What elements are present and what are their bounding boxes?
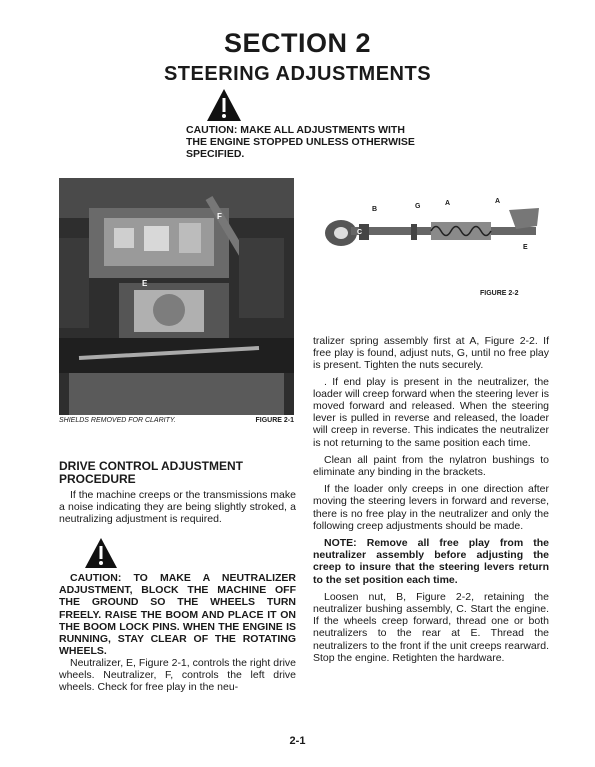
figure-2-2-label-a1: A — [445, 200, 451, 207]
figure-2-2-photo — [311, 186, 541, 270]
figure-2-1-caption-note: SHIELDS REMOVED FOR CLARITY. — [59, 417, 176, 424]
left-para-2-text: Neutralizer, E, Figure 2-1, controls the right drive wheels. Neutralizer, F, controls the left drive wheels. Check for free play in the neu- — [59, 657, 296, 694]
neutralizer-rod-image — [311, 186, 541, 270]
section-subtitle: STEERING ADJUSTMENTS — [163, 63, 432, 85]
left-caution — [59, 572, 296, 657]
figure-2-2-label-g: G — [415, 203, 421, 210]
right-para-4: If the loader only creeps in one direction after moving the steering levers in forward and reverse, there is no free play in the neutralizer and only the following creep adjustments should be made. — [313, 483, 549, 532]
right-column — [313, 335, 549, 664]
left-para-1 — [59, 489, 296, 526]
right-para-5: Loosen nut, B, Figure 2-2, retaining the neutralizer bushing assembly, C. Start the engine. If the wheels creep forward, thread one or both neutralizers to the rear at E. Thread the neutralizers to the front if the unit creeps rearward. Stop the engine. Retighten the hardware. — [313, 590, 549, 664]
figure-2-1-caption-label: FIGURE 2-1 — [255, 417, 294, 424]
left-caution-text: CAUTION: TO MAKE A NEUTRALIZER ADJUSTMENT, BLOCK THE MACHINE OFF THE GROUND SO THE WHEELS TURN FREELY. RAISE THE BOOM AND PLACE IT ON THE BOOM LOCK PINS. WHEN THE ENGINE IS RUNNING, STAY CLEAR OF THE ROTATING WHEELS. — [59, 572, 296, 658]
page-number: 2-1 — [289, 735, 306, 747]
left-para-2 — [59, 657, 296, 694]
figure-2-2-label-a2: A — [495, 198, 501, 205]
figure-2-1-label-f: F — [217, 212, 222, 221]
left-para-1-text: If the machine creeps or the transmissions make a noise indicating they are being slightly stroked, a neutralizing adjustment is required. — [59, 489, 296, 526]
figure-2-1-photo — [59, 178, 294, 415]
engine-photo — [59, 178, 294, 415]
caution-top: CAUTION: MAKE ALL ADJUSTMENTS WITH THE ENGINE STOPPED UNLESS OTHERWISE SPECIFIED. — [186, 124, 415, 160]
figure-2-1-label-e: E — [142, 279, 148, 288]
drive-control-heading: DRIVE CONTROL ADJUSTMENT PROCEDURE — [59, 459, 244, 486]
right-para-1: tralizer spring assembly first at A, Figure 2-2. If free play is found, adjust nuts, G, until no free play is present. Tighten the nuts securely. — [313, 335, 549, 372]
right-para-3: Clean all paint from the nylatron bushings to eliminate any binding in the brackets. — [313, 453, 549, 479]
warning-icon — [84, 537, 118, 569]
right-para-2: . If end play is present in the neutralizer, the loader will creep forward when the steering lever is moved forward and released. When the steering lever is pulled in reverse and released, the loader will creep in reverse. This indicates the neutralizer is not returning to the same position each time. — [313, 375, 549, 449]
figure-2-2-label-c: C — [357, 229, 363, 236]
figure-2-2-label-e: E — [523, 244, 528, 251]
warning-icon — [206, 88, 242, 122]
figure-2-2-label-b: B — [372, 206, 378, 213]
right-note: NOTE: Remove all free play from the neutralizer assembly before adjusting the creep to insure that the steering levers return to the set position each time. — [313, 537, 549, 586]
figure-2-1-caption — [59, 417, 294, 424]
section-title: SECTION 2 — [223, 28, 372, 58]
figure-2-2-caption: FIGURE 2-2 — [480, 290, 519, 297]
